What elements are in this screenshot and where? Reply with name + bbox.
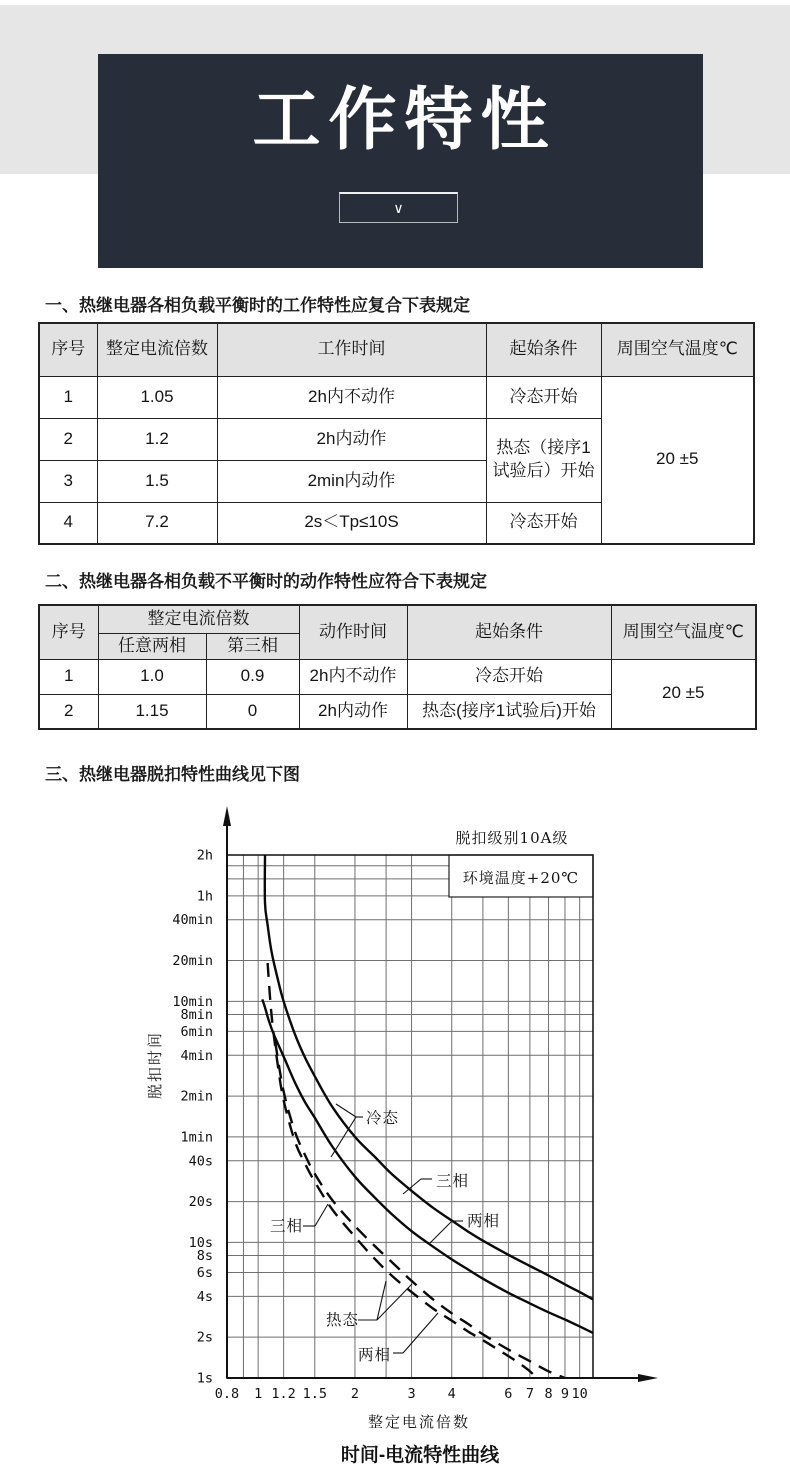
chart-caption: 时间-电流特性曲线 xyxy=(340,1445,500,1466)
y-tick-label: 1h xyxy=(196,888,213,905)
cell: 1.15 xyxy=(98,694,206,729)
trip-curve-chart xyxy=(0,780,790,1470)
y-tick-label: 6s xyxy=(196,1264,213,1281)
balanced-load-table xyxy=(38,322,755,545)
cell: 冷态开始 xyxy=(486,376,601,418)
cell: 2 xyxy=(39,418,97,460)
col-header: 工作时间 xyxy=(217,323,486,376)
col-header: 序号 xyxy=(39,605,98,659)
cell: 2s＜Tp≤10S xyxy=(217,502,486,544)
curve-label: 三相 xyxy=(436,1172,470,1190)
x-tick-label: 1.5 xyxy=(302,1386,327,1402)
cell: 7.2 xyxy=(97,502,217,544)
cell-temperature: 20 ±5 xyxy=(611,659,756,729)
cell: 1.05 xyxy=(97,376,217,418)
cell: 热态(接序1试验后)开始 xyxy=(407,694,611,729)
cell: 4 xyxy=(39,502,97,544)
y-tick-label: 40min xyxy=(172,912,213,929)
col-header: 起始条件 xyxy=(486,323,601,376)
col-header: 周围空气温度℃ xyxy=(601,323,754,376)
x-tick-label: 6 xyxy=(504,1386,513,1402)
col-header-group: 整定电流倍数 xyxy=(98,605,299,633)
cell: 3 xyxy=(39,460,97,502)
curve-label: 三相 xyxy=(270,1217,304,1235)
curve-两相 冷态 xyxy=(262,999,593,1333)
cell: 冷态开始 xyxy=(407,659,611,694)
curve-label: 两相 xyxy=(358,1346,392,1364)
x-tick-label: 7 xyxy=(525,1386,534,1402)
x-axis-title: 整定电流倍数 xyxy=(367,1413,471,1431)
table-row xyxy=(39,376,754,418)
col-header: 整定电流倍数 xyxy=(97,323,217,376)
unbalanced-load-table xyxy=(38,604,757,730)
section2-heading: 二、热继电器各相负载不平衡时的动作特性应符合下表规定 xyxy=(45,572,487,591)
leader-line xyxy=(315,1204,328,1226)
y-tick-label: 4min xyxy=(180,1047,213,1064)
x-tick-label: 0.8 xyxy=(214,1386,240,1402)
cell: 1.0 xyxy=(98,659,206,694)
y-axis-title: 脱扣时间 xyxy=(146,1030,164,1100)
y-axis-arrow xyxy=(223,806,231,826)
leader-line xyxy=(430,1221,452,1243)
y-tick-label: 2min xyxy=(180,1088,213,1105)
x-tick-label: 4 xyxy=(447,1386,456,1402)
page-title: 工作特性 xyxy=(252,82,557,158)
cell: 0.9 xyxy=(206,659,299,694)
col-header: 序号 xyxy=(39,323,97,376)
cell: 2 xyxy=(39,694,98,729)
scroll-down-button[interactable] xyxy=(339,192,458,223)
cell: 2h内动作 xyxy=(299,694,407,729)
y-tick-label: 1s xyxy=(196,1370,213,1387)
y-tick-label: 2s xyxy=(196,1329,213,1346)
leader-line xyxy=(403,1313,438,1353)
section1-heading: 一、热继电器各相负载平衡时的工作特性应复合下表规定 xyxy=(45,296,470,315)
ambient-temp-note: 环境温度+20℃ xyxy=(462,869,580,887)
cell: 2min内动作 xyxy=(217,460,486,502)
cell: 1.2 xyxy=(97,418,217,460)
curve-label: 两相 xyxy=(467,1212,501,1230)
cell: 热态（接序1试验后）开始 xyxy=(486,418,601,502)
x-tick-label: 3 xyxy=(407,1386,416,1402)
leader-line xyxy=(377,1284,412,1320)
x-tick-label: 2 xyxy=(350,1386,360,1402)
cell: 2h内动作 xyxy=(217,418,486,460)
corner-notch xyxy=(755,0,790,5)
title-banner xyxy=(98,54,703,268)
y-tick-label: 8min xyxy=(180,1006,213,1023)
trip-class-note: 脱扣级别10A级 xyxy=(455,829,569,847)
col-header: 动作时间 xyxy=(299,605,407,659)
y-tick-label: 1min xyxy=(180,1129,213,1146)
x-tick-label: 9 xyxy=(560,1386,570,1402)
cell: 2h内不动作 xyxy=(217,376,486,418)
x-tick-label: 1 xyxy=(254,1386,263,1402)
cell: 1 xyxy=(39,659,98,694)
curve-两相 热态 xyxy=(275,1042,572,1382)
col-subheader: 第三相 xyxy=(206,633,299,659)
cell: 0 xyxy=(206,694,299,729)
col-header: 起始条件 xyxy=(407,605,611,659)
y-tick-label: 20min xyxy=(172,953,213,970)
cell: 2h内不动作 xyxy=(299,659,407,694)
curve-label: 冷态 xyxy=(366,1109,400,1127)
y-tick-label: 6min xyxy=(180,1023,213,1040)
leader-line xyxy=(377,1281,386,1320)
y-tick-label: 2h xyxy=(196,847,213,864)
col-header: 周围空气温度℃ xyxy=(611,605,756,659)
chevron-down-icon: ∨ xyxy=(393,200,404,216)
curve-三相 冷态 xyxy=(265,855,593,1299)
y-tick-label: 20s xyxy=(188,1194,213,1211)
curve-三相 热态 xyxy=(268,963,538,1379)
cell: 1.5 xyxy=(97,460,217,502)
x-axis-arrow xyxy=(638,1374,658,1382)
table-header-row xyxy=(39,605,756,633)
x-tick-label: 8 xyxy=(544,1386,553,1402)
curve-label: 热态 xyxy=(326,1311,360,1329)
x-tick-label: 1.2 xyxy=(271,1386,296,1402)
section3-heading: 三、热继电器脱扣特性曲线见下图 xyxy=(45,765,300,784)
cell-temperature: 20 ±5 xyxy=(601,376,754,544)
y-tick-label: 40s xyxy=(188,1153,213,1170)
cell: 1 xyxy=(39,376,97,418)
table-row xyxy=(39,659,756,694)
cell: 冷态开始 xyxy=(486,502,601,544)
y-tick-label: 10min xyxy=(172,993,213,1010)
y-tick-label: 8s xyxy=(196,1248,213,1265)
y-tick-label: 4s xyxy=(196,1288,213,1305)
table-header-row xyxy=(39,323,754,376)
y-tick-label: 10s xyxy=(188,1234,213,1251)
col-subheader: 任意两相 xyxy=(98,633,206,659)
x-tick-label: 10 xyxy=(571,1386,588,1402)
